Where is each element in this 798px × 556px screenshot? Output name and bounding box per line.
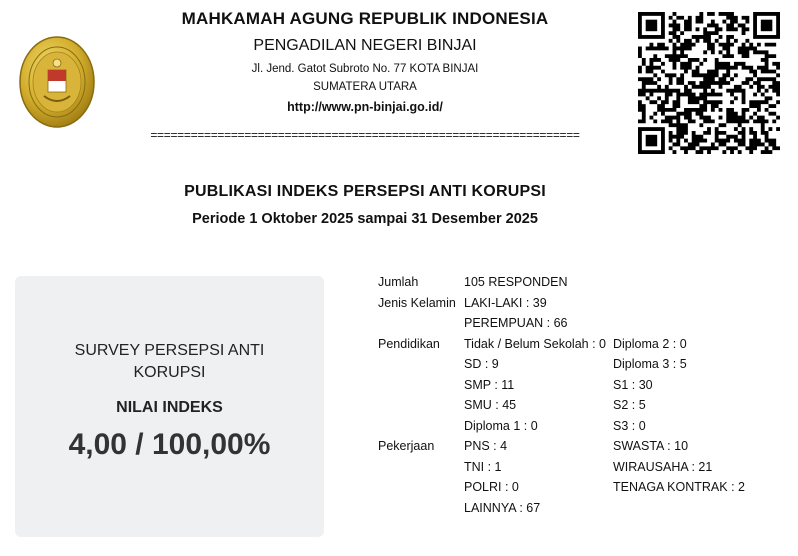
card-index-value: 4,00 / 100,00% bbox=[68, 428, 271, 461]
value-job-lainnya: LAINNYA : 67 bbox=[464, 500, 541, 515]
row-gender-1 bbox=[378, 296, 793, 316]
row-gender-2 bbox=[378, 316, 793, 336]
value-edu-s2: S2 : 5 bbox=[613, 398, 646, 412]
court-emblem-icon bbox=[18, 36, 96, 128]
row-job-2 bbox=[378, 460, 793, 480]
row-jumlah bbox=[378, 275, 793, 295]
value-edu-smu: SMU : 45 bbox=[464, 398, 517, 412]
value-job-polri: POLRI : 0 bbox=[464, 480, 519, 494]
header-website-link[interactable]: http://www.pn-binjai.go.id/ bbox=[287, 100, 443, 114]
card-title: SURVEY PERSEPSI ANTI KORUPSI bbox=[74, 342, 265, 381]
card-index-label: NILAI INDEKS bbox=[116, 399, 223, 416]
header-province: SUMATERA UTARA bbox=[313, 81, 417, 93]
value-job-swasta: SWASTA : 10 bbox=[613, 439, 689, 453]
header-supreme-court: MAHKAMAH AGUNG REPUBLIK INDONESIA bbox=[181, 9, 549, 28]
label-jumlah: Jumlah bbox=[378, 275, 419, 289]
value-edu-d1: Diploma 1 : 0 bbox=[464, 418, 538, 433]
value-job-tni: TNI : 1 bbox=[464, 459, 502, 474]
value-edu-s1: S1 : 30 bbox=[613, 377, 653, 392]
header-address: Jl. Jend. Gatot Subroto No. 77 KOTA BINJAI bbox=[251, 63, 479, 75]
label-job: Pekerjaan bbox=[378, 439, 435, 453]
header-separator: ================================================================ bbox=[150, 128, 580, 142]
value-male: LAKI-LAKI : 39 bbox=[464, 295, 547, 310]
row-edu-2 bbox=[378, 357, 793, 377]
index-card bbox=[15, 276, 324, 537]
report-period: Periode 1 Oktober 2025 sampai 31 Desember 2025 bbox=[192, 211, 538, 227]
value-job-kontrak: TENAGA KONTRAK : 2 bbox=[613, 480, 745, 494]
value-female: PEREMPUAN : 66 bbox=[464, 316, 568, 330]
value-edu-d2: Diploma 2 : 0 bbox=[613, 336, 687, 351]
value-job-wirausaha: WIRAUSAHA : 21 bbox=[613, 459, 713, 474]
label-gender: Jenis Kelamin bbox=[378, 295, 456, 310]
header-court-name: PENGADILAN NEGERI BINJAI bbox=[253, 37, 477, 54]
row-job-3 bbox=[378, 480, 793, 500]
value-edu-s3: S3 : 0 bbox=[613, 418, 646, 433]
row-edu-5 bbox=[378, 419, 793, 439]
row-job-1 bbox=[378, 439, 793, 459]
row-edu-1 bbox=[378, 337, 793, 357]
row-edu-4 bbox=[378, 398, 793, 418]
value-edu-smp: SMP : 11 bbox=[464, 377, 515, 392]
row-edu-3 bbox=[378, 378, 793, 398]
value-job-pns: PNS : 4 bbox=[464, 439, 508, 453]
report-title: PUBLIKASI INDEKS PERSEPSI ANTI KORUPSI bbox=[184, 183, 546, 200]
value-edu-none: Tidak / Belum Sekolah : 0 bbox=[464, 336, 606, 351]
qr-code-icon bbox=[638, 12, 780, 154]
value-edu-sd: SD : 9 bbox=[464, 357, 499, 371]
label-education: Pendidikan bbox=[378, 336, 440, 351]
row-job-4 bbox=[378, 501, 793, 521]
value-edu-d3: Diploma 3 : 5 bbox=[613, 357, 687, 371]
value-jumlah: 105 RESPONDEN bbox=[464, 275, 568, 289]
